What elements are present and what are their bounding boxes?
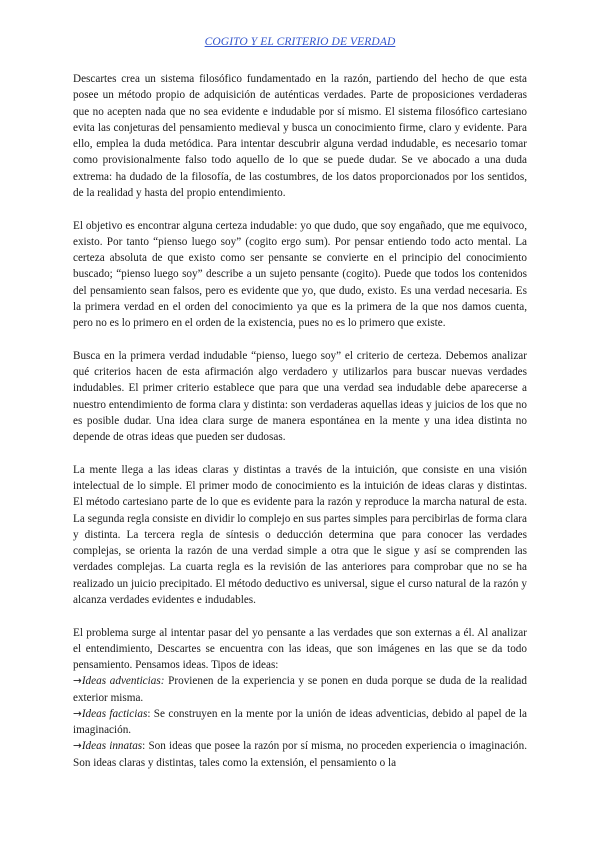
paragraph-cogito: El objetivo es encontrar alguna certeza indudable: yo que dudo, que soy engañado, que me equivoco, existo. Por tanto “pienso luego soy” (cogito ergo sum). Por pensar entiendo todo acto mental. La certeza absoluta de que existo como ser pensante se convierte en el principio del conocimiento buscado; “pienso luego soy” describe a un sujeto pensante (cogito). Puede que todos los contenidos del pensamiento sean falsos, pero es evidente que yo, que dudo, existo. Es una verdad necesaria. Es la primera verdad en el orden del conocimiento ya que es la primera de la que nos damos cuenta, pero no es lo primero en el orden de la existencia, pues no es lo primero que existe. (73, 219, 527, 329)
definition-ideas-facticias: : Se construyen en la mente por la unión de ideas adventicias, debido al papel de la imaginación. (73, 707, 528, 736)
definition-ideas-adventicias: Provienen de la experiencia y se ponen en duda porque se duda de la realidad exterior misma. (73, 675, 527, 704)
list-item-ideas-facticias (73, 706, 527, 739)
definition-ideas-innatas: : Son ideas que posee la razón por sí misma, no proceden experiencia o imaginación. Son ideas claras y distintas, tales como la extensión, el pensamiento o la (73, 740, 527, 769)
list-item-ideas-innatas (73, 738, 527, 771)
paragraph-tipos-de-ideas: El problema surge al intentar pasar del yo pensante a las verdades que son externas a él. Al analizar el entendimiento, Descartes se encuentra con las ideas, que son imágenes en las que se da todo pensamiento. Pensamos ideas. Tipos de ideas: (73, 626, 527, 671)
term-ideas-innatas: Ideas innatas (81, 740, 143, 753)
arrow-icon: → (73, 675, 82, 688)
arrow-icon: → (73, 707, 82, 720)
paragraph-criterio-certeza: Busca en la primera verdad indudable “pienso, luego soy” el criterio de certeza. Debemos analizar qué criterios hacen de esta afirmación algo verdadero y utilizarlos para buscar nuevas verdades indudables. El primer criterio establece que para que una verdad sea indudable debe aparecerse a nuestro entendimiento de forma clara y distinta: son verdaderas aquellas ideas y juicios de los que no es posible dudar. Una idea clara surge de manera espontánea en la mente y una idea distinta no depende de otras ideas que pueden ser dudosas. (73, 349, 527, 443)
document-page (73, 34, 527, 771)
term-ideas-facticias: Ideas facticias (81, 707, 148, 720)
paragraph-intuicion-metodo: La mente llega a las ideas claras y distintas a través de la intuición, que consiste en una visión intelectual de lo simple. El primer modo de conocimiento es la intuición de ideas claras y distintas. El método cartesiano parte de lo que es evidente para la razón y reproduce la marcha natural de esta. La segunda regla consiste en dividir lo complejo en sus partes simples para percibirlas de forma clara y distinta. La tercera regla de síntesis o deducción determina que para conocer las verdades complejas, se orienta la razón de una verdad simple a otra que le sigue y así se comprenden las verdades complejas. La cuarta regla es la revisión de las anteriores para comprobar que no se ha realizado un juicio precipitado. El método deductivo es universal, sigue el curso natural de la razón y alcanza verdades evidentes e indudables. (73, 463, 527, 606)
document-title: COGITO Y EL CRITERIO DE VERDAD (204, 36, 396, 48)
paragraph-duda-metodica: Descartes crea un sistema filosófico fundamentado en la razón, partiendo del hecho de que esta posee un método propio de adquisición de auténticas verdades. Parte de proposiciones verdaderas que no acepten nada que no sea evidente e indudable por sí mismo. El sistema filosófico cartesiano evita las conjeturas del pensamiento medieval y busca un conocimiento firme, claro y evidente. Para ello, emplea la duda metódica. Para intentar descubrir alguna verdad indudable, es necesario tomar como provisionalmente falso todo aquello de lo que se puede dudar. Se ve abocado a una duda extrema: ha dudado de la filosofía, de las costumbres, de los datos proporcionados por los sentidos, de la realidad y hasta del propio entendimiento. (73, 73, 527, 199)
arrow-icon: → (73, 740, 82, 753)
list-item-ideas-adventicias (73, 673, 527, 706)
term-ideas-adventicias: Ideas adventicias: (81, 675, 165, 688)
